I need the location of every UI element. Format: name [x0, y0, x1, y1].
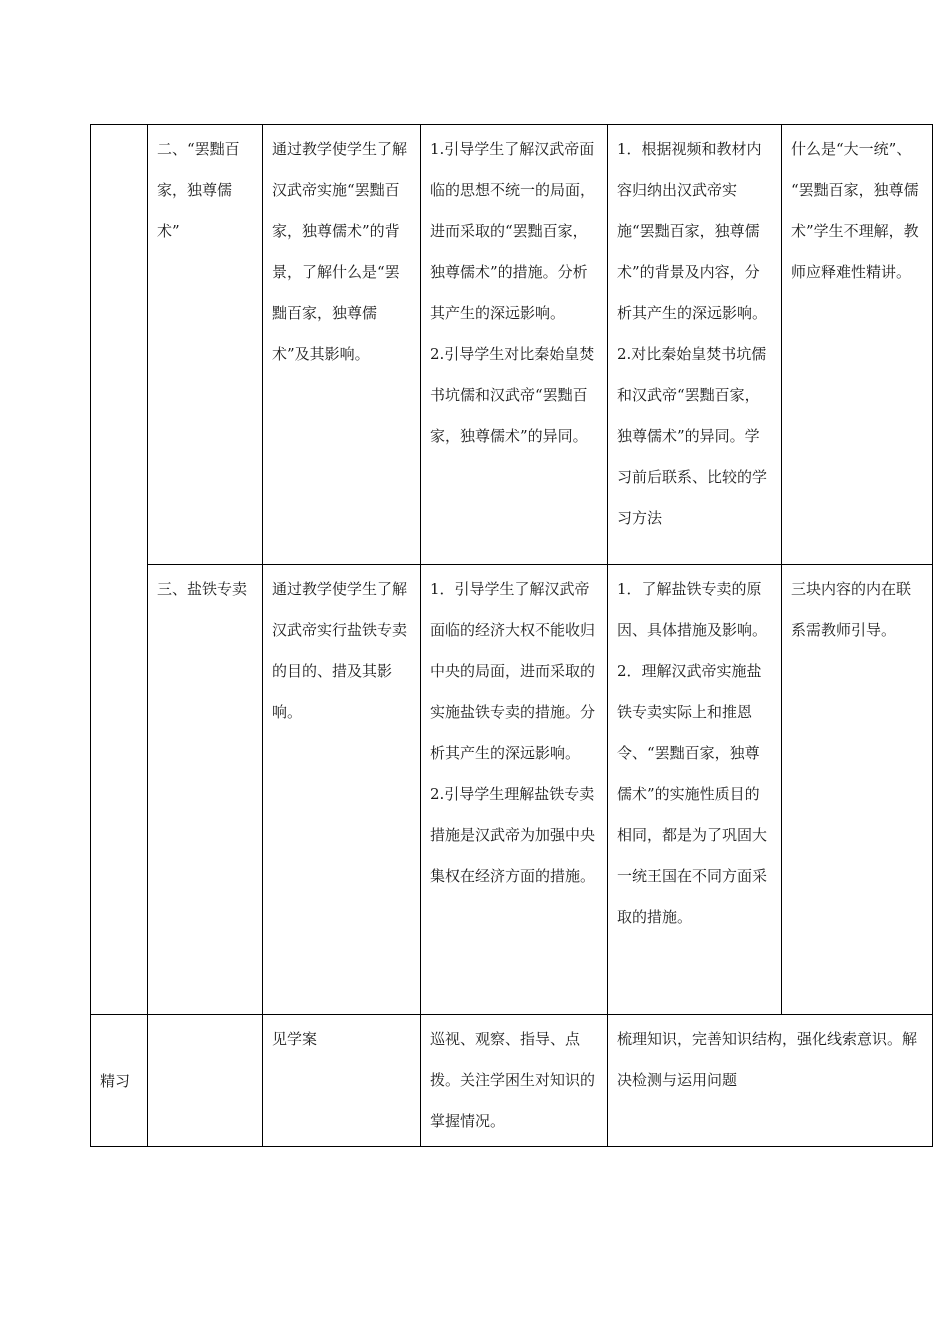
teacher-activity-item: 巡视、观察、指导、点拨。关注学困生对知识的掌握情况。: [430, 1030, 596, 1130]
lesson-plan-table: [90, 124, 933, 1147]
teacher-activity-item: 1.引导学生了解汉武帝面临的思想不统一的局面，进而采取的“罢黜百家，独尊儒术”的措施。分析其产生的深远影响。: [430, 140, 596, 322]
table-row: [91, 125, 933, 565]
table-row: [91, 565, 933, 1015]
phase-label: 精习: [100, 1072, 131, 1090]
student-activity-cell: [608, 125, 782, 565]
student-activity-item: 1．根据视频和教材内容归纳出汉武帝实施“罢黜百家，独尊儒术”的背景及内容，分析其产生的深远影响。: [617, 140, 768, 322]
goal-cell: [263, 1015, 421, 1147]
teacher-activity-item: 1．引导学生了解汉武帝面临的经济大权不能收归中央的局面，进而采取的实施盐铁专卖的措施。分析其产生的深远影响。: [430, 580, 596, 762]
teacher-activity-item: 2.引导学生对比秦始皇焚书坑儒和汉武帝“罢黜百家，独尊儒术”的异同。: [430, 345, 595, 445]
table-row-practice: [91, 1015, 933, 1147]
teacher-activity-cell: [421, 565, 608, 1015]
goal-text: 见学案: [272, 1030, 318, 1048]
phase-cell: [91, 1015, 148, 1147]
notes-item: “罢黜百家，独尊儒术”学生不理解，教师应释难性精讲。: [791, 181, 919, 281]
topic-cell: [148, 125, 263, 565]
student-activity-cell: [608, 565, 782, 1015]
notes-item: 什么是“大一统”、: [791, 140, 912, 158]
student-activity-item: 2．理解汉武帝实施盐铁专卖实际上和推恩令、“罢黜百家，独尊儒术”的实施性质目的相同，都是为了巩固大一统王国在不同方面采取的措施。: [617, 662, 768, 926]
student-activity-item: 2.对比秦始皇焚书坑儒和汉武帝“罢黜百家，独尊儒术”的异同。学习前后联系、比较的学习方法: [617, 345, 768, 527]
student-activity-item: 梳理知识，完善知识结构，强化线索意识。解决检测与运用问题: [617, 1030, 918, 1089]
topic-cell: [148, 565, 263, 1015]
teacher-activity-item: 2.引导学生理解盐铁专卖措施是汉武帝为加强中央集权在经济方面的措施。: [430, 785, 596, 885]
teacher-activity-cell: [421, 125, 608, 565]
topic-text: 二、“罢黜百家，独尊儒术”: [157, 140, 240, 240]
goal-cell: [263, 565, 421, 1015]
teacher-activity-cell: [421, 1015, 608, 1147]
goal-text: 通过教学使学生了解汉武帝实施“罢黜百家，独尊儒术”的背景，了解什么是“罢黜百家，独尊儒术”及其影响。: [272, 140, 408, 363]
notes-item: 三块内容的内在联系需教师引导。: [791, 580, 912, 639]
topic-cell: [148, 1015, 263, 1147]
goal-text: 通过教学使学生了解汉武帝实行盐铁专卖的目的、措及其影响。: [272, 580, 408, 721]
student-activity-item: 1．了解盐铁专卖的原因、具体措施及影响。: [617, 580, 768, 639]
notes-cell: [782, 565, 933, 1015]
notes-cell: [782, 125, 933, 565]
topic-text: 三、盐铁专卖: [157, 580, 248, 598]
student-activity-cell: [608, 1015, 933, 1147]
goal-cell: [263, 125, 421, 565]
phase-cell-empty: [91, 125, 148, 1015]
